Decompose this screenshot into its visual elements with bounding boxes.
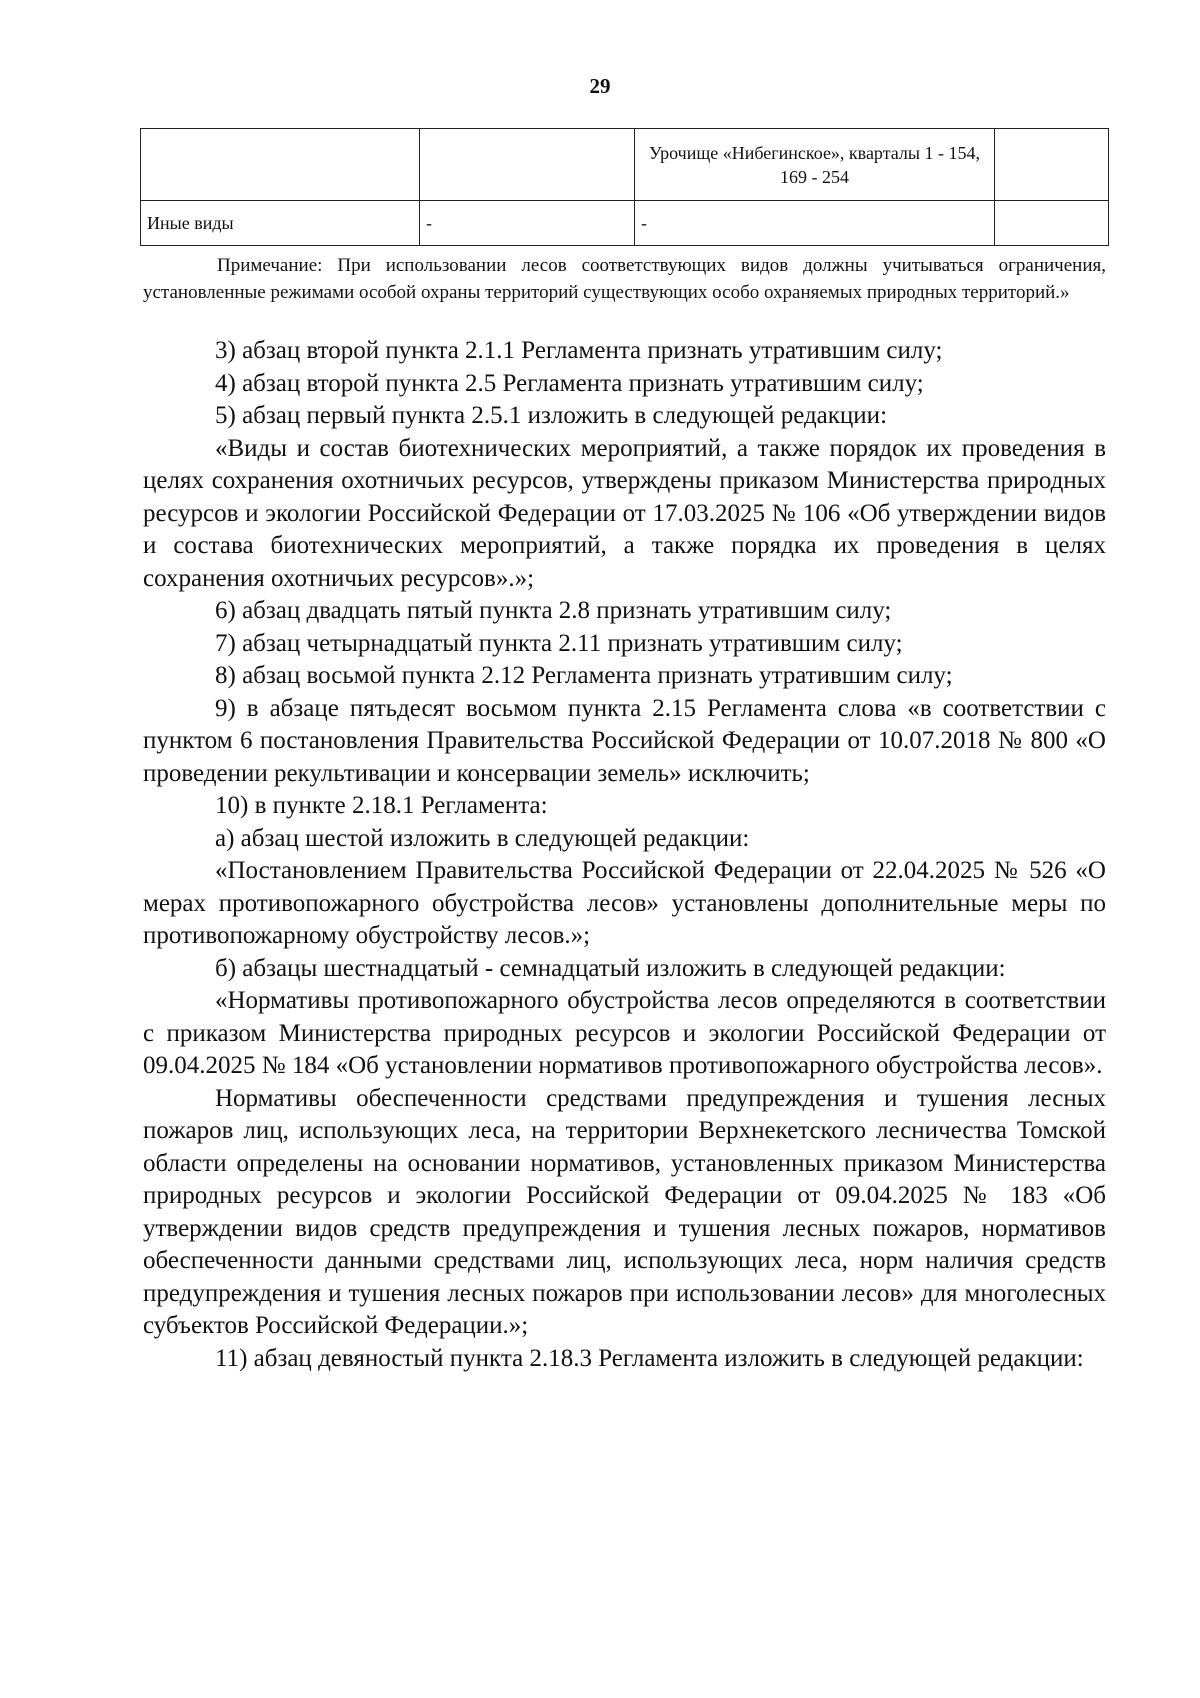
table-cell [995, 129, 1109, 201]
page-number: 29 [589, 74, 611, 98]
table-cell: Иные виды [141, 201, 420, 246]
paragraph: а) абзац шестой изложить в следующей редакции: [215, 824, 750, 852]
paragraph: 7) абзац четырнадцатый пункта 2.11 признать утратившим силу; [215, 629, 903, 657]
paragraph: 10) в пункте 2.18.1 Регламента: [215, 792, 548, 819]
paragraph: 6) абзац двадцать пятый пункта 2.8 признать утратившим силу; [215, 597, 892, 624]
paragraph: б) абзацы шестнадцатый - семнадцатый изложить в следующей редакции: [215, 954, 1006, 982]
table-cell: - [635, 201, 995, 246]
paragraph: 4) абзац второй пункта 2.5 Регламента признать утратившим силу; [215, 369, 924, 397]
paragraph: 9) в абзаце пятьдесят восьмом пункта 2.15 Регламента слова «в соответствии с пунктом 6 постановления Правительства Российской Федерации от 10.07.2018 № 800 «О проведении рекультивации и консервации земель» исключить; [143, 694, 1106, 787]
paragraph: «Виды и состав биотехнических мероприятий, а также порядок их проведения в целях сохранения охотничьих ресурсов, утверждены приказом Министерства природных ресурсов и экологии Российской Федерации от 17.03.2025 № 106 «Об утверждении видов и состава биотехнических мероприятий, а также порядка их проведения в целях сохранения охотничьих ресурсов».»; [143, 434, 1106, 592]
table-cell [141, 129, 420, 201]
paragraph: 5) абзац первый пункта 2.5.1 изложить в следующей редакции: [215, 402, 888, 429]
paragraph: 11) абзац девяностый пункта 2.18.3 Регламента изложить в следующей редакции: [215, 1344, 1084, 1372]
table-cell: Урочище «Нибегинское», кварталы 1 - 154, 169 - 254 [635, 129, 995, 201]
table-note [143, 253, 1106, 306]
paragraph: «Нормативы противопожарного обустройства лесов определяются в соответствии с приказом Министерства природных ресурсов и экологии Российской Федерации от 09.04.2025 № 184 «Об установлении нормативов противопожарного обустройства лесов». [143, 987, 1106, 1079]
paragraph: Нормативы обеспеченности средствами предупреждения и тушения лесных пожаров лиц, использующих леса, на территории Верхнекетского лесничества Томской области определены на основании нормативов, установленных приказом Министерства природных ресурсов и экологии Российской Федерации от 09.04.2025 № 183 «Об утверждении видов средств предупреждения и тушения лесных пожаров, нормативов обеспеченности данными средствами лиц, использующих леса, норм наличия средств предупреждения и тушения лесных пожаров при использовании лесов» для многолесных субъектов Российской Федерации.»; [143, 1084, 1106, 1339]
table-cell [995, 201, 1109, 246]
table-cell: - [420, 201, 635, 246]
forest-use-table [140, 128, 1109, 246]
table-row [141, 201, 1109, 246]
table-row [141, 129, 1109, 201]
document-body [143, 335, 1106, 1375]
table-cell [420, 129, 635, 201]
note-text: Примечание: При использовании лесов соответствующих видов должны учитываться ограничения, установленные режимами особой охраны территорий существующих особо охраняемых природных территорий.» [143, 255, 1106, 303]
paragraph: «Постановлением Правительства Российской Федерации от 22.04.2025 № 526 «О мерах противопожарного обустройства лесов» установлены дополнительные меры по противопожарному обустройству лесов.»; [143, 857, 1106, 949]
paragraph: 8) абзац восьмой пункта 2.12 Регламента признать утратившим силу; [215, 662, 953, 689]
paragraph: 3) абзац второй пункта 2.1.1 Регламента признать утратившим силу; [215, 337, 943, 364]
